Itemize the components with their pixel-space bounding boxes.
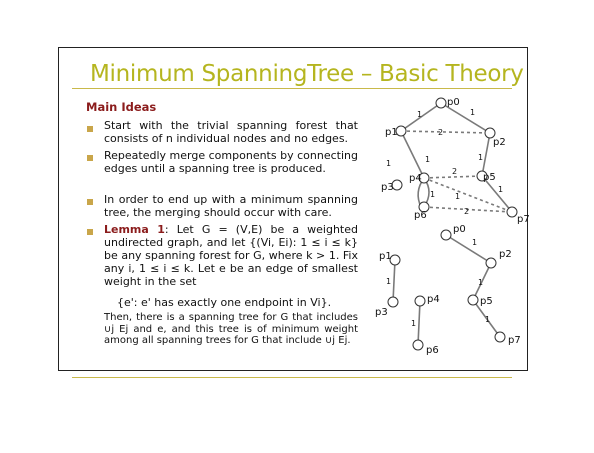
section-heading: Main Ideas <box>86 100 157 114</box>
bullet-text: In order to end up with a minimum spanning tree, the merging should occur with care. <box>104 193 358 219</box>
lemma-heading: Lemma 1 <box>104 223 165 236</box>
node-p5 <box>468 295 478 305</box>
weight-p2-p5: 1 <box>478 278 484 287</box>
weight-p1-p4: 1 <box>386 159 392 168</box>
edge-p2-p5 <box>482 133 490 176</box>
node-p6 <box>413 340 423 350</box>
edge-p1-p4 <box>401 131 424 178</box>
weight-p4-p6a: 1 <box>425 155 431 164</box>
graph-bottom-weights <box>386 238 490 328</box>
label-p0: p0 <box>447 97 460 108</box>
label-p1: p1 <box>385 127 398 138</box>
label-p3: p3 <box>375 307 388 318</box>
node-p7 <box>507 207 517 217</box>
edge-p1-p2 <box>401 131 490 133</box>
graph-top-weights <box>386 108 503 216</box>
graph-bottom-nodes <box>388 230 505 350</box>
weight-p0-p1: 1 <box>417 110 423 119</box>
node-p3 <box>388 297 398 307</box>
node-p4 <box>415 296 425 306</box>
label-p7: p7 <box>517 214 530 225</box>
edge-p4-p6 <box>418 301 420 345</box>
weight-p4-p7: 1 <box>455 192 461 201</box>
label-p2: p2 <box>493 137 506 148</box>
lemma-conclusion: Then, there is a spanning tree for G that includes ∪j Ej and e, and this tree is of minimum weight among all spanning trees for G that include ∪j Ej. <box>104 312 358 346</box>
edge-p1-p3 <box>393 260 395 302</box>
weight-p4-p5: 2 <box>452 167 458 176</box>
label-p5: p5 <box>483 172 496 183</box>
weight-p1-p3: 1 <box>386 277 392 286</box>
lemma-set: {e': e' has exactly one endpoint in Vi}. <box>117 296 332 309</box>
node-p2 <box>486 258 496 268</box>
weight-p0-p2: 1 <box>470 108 476 117</box>
weight-p5-p7: 1 <box>485 315 491 324</box>
weight-p5-p7: 1 <box>498 185 504 194</box>
label-p4: p4 <box>427 294 440 305</box>
weight-p6-p7: 2 <box>464 207 470 216</box>
weight-p1-p2: 2 <box>438 128 444 137</box>
label-p4: p4 <box>409 173 422 184</box>
label-p3: p3 <box>381 182 394 193</box>
label-p0: p0 <box>453 224 466 235</box>
bullet-text: Repeatedly merge components by connecting edges until a spanning tree is produced. <box>104 149 358 175</box>
label-p5: p5 <box>480 296 493 307</box>
label-p6: p6 <box>414 210 427 221</box>
weight-p2-p5: 1 <box>478 153 484 162</box>
edge-p4-p5 <box>424 176 482 178</box>
label-p6: p6 <box>426 345 439 356</box>
edge-p0-p2 <box>446 235 491 263</box>
node-p0 <box>436 98 446 108</box>
bullet-text: Start with the trivial spanning forest that consists of n individual nodes and no edges. <box>104 119 358 145</box>
node-p7 <box>495 332 505 342</box>
graph-bottom <box>393 235 500 345</box>
label-p1: p1 <box>379 251 392 262</box>
node-p0 <box>441 230 451 240</box>
weight-p4-p6: 1 <box>411 319 417 328</box>
weight-p0-p2: 1 <box>472 238 478 247</box>
weight-p4-p6b: 1 <box>430 190 436 199</box>
lemma-body: : Let G = (V,E) be a weighted undirected graph, and let {(Vi, Ei): 1 ≤ i ≤ k} be any spanning forest for G, where k > 1. Fix any i, 1 ≤ i ≤ k. Let e be an edge of smallest weight in the set <box>104 223 358 288</box>
label-p2: p2 <box>499 249 512 260</box>
label-p7: p7 <box>508 335 521 346</box>
page-title: Minimum SpanningTree – Basic Theory <box>90 61 524 87</box>
